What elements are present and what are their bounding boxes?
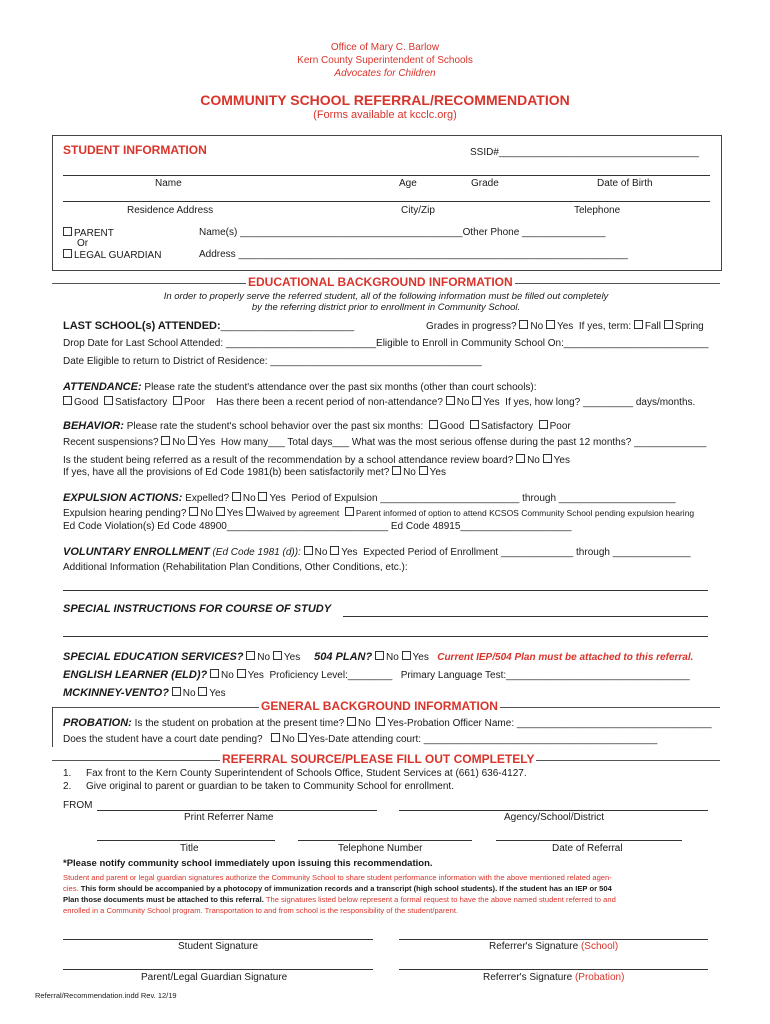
parent-informed-checkbox[interactable] — [345, 507, 354, 516]
mckinney-label: MCKINNEY-VENTO? — [63, 687, 169, 699]
general-heading: GENERAL BACKGROUND INFORMATION — [261, 699, 498, 713]
address-line[interactable] — [63, 201, 710, 202]
guardian-checkbox[interactable] — [63, 249, 72, 258]
prov-no-checkbox[interactable] — [392, 466, 401, 475]
eld-label: ENGLISH LEARNER (ELD)? — [63, 669, 208, 681]
prob-yes-checkbox[interactable] — [376, 717, 385, 726]
fine-print-3: Plan those documents must be attached to this referral. The signatures listed below represent a formal request to have the above named student referred to and — [63, 895, 616, 904]
step-2-text: Give original to parent or guardian to be taken to Community School for enrollment. — [86, 781, 454, 792]
voluntary-label: VOLUNTARY ENROLLMENT — [63, 546, 210, 558]
title-label: Title — [180, 843, 199, 854]
how-long-field[interactable]: If yes, how long? _________ days/months. — [505, 397, 696, 408]
grades-progress-row: Grades in progress? No Yes If yes, term: Fall Spring — [426, 321, 704, 332]
or-label: Or — [77, 238, 89, 249]
student-signature-label: Student Signature — [178, 941, 259, 952]
office-name: Office of Mary C. Barlow — [330, 42, 440, 53]
spring-checkbox[interactable] — [664, 320, 673, 329]
beh-satisfactory-checkbox[interactable] — [470, 420, 479, 429]
attendance-label: ATTENDANCE: — [63, 381, 142, 393]
proficiency-field[interactable]: Proficiency Level:________ — [269, 670, 393, 681]
telephone-number-line[interactable] — [298, 840, 472, 841]
eld-row: ENGLISH LEARNER (ELD)? No Yes Proficiency Level:________ Primary Language Test:_________________________________ — [63, 669, 690, 681]
general-left-border — [52, 707, 53, 747]
sped-yes-checkbox[interactable] — [273, 651, 282, 660]
special-ed-label: SPECIAL EDUCATION SERVICES? — [63, 651, 244, 663]
referrer-school-signature-label: Referrer's Signature (School) — [489, 941, 619, 952]
behavior-row: BEHAVIOR: Please rate the student's school behavior over the past six months: Good Satisfactory Poor — [63, 420, 571, 432]
sarb-row: Is the student being referred as a result of the recommendation by a school attendance review board? No Yes — [63, 455, 570, 466]
edu-intro-2: by the referring district prior to enrollment in Community School. — [251, 302, 521, 313]
waived-checkbox[interactable] — [246, 507, 255, 516]
special-instructions-line[interactable] — [343, 616, 708, 617]
beh-poor-checkbox[interactable] — [539, 420, 548, 429]
ssid-field[interactable]: SSID#____________________________________ — [470, 147, 700, 158]
special-instructions-line-2[interactable] — [63, 636, 708, 637]
ed-code-violation-field[interactable]: Ed Code Violation(s) Ed Code 48900_____________________________ Ed Code 48915____________________ — [63, 521, 572, 532]
age-label: Age — [399, 178, 417, 189]
primary-language-field[interactable]: Primary Language Test:_________________________________ — [400, 670, 690, 681]
agency-line[interactable] — [399, 810, 708, 811]
sarb-yes-checkbox[interactable] — [543, 454, 552, 463]
expulsion-period-field[interactable]: Period of Expulsion _________________________ through _____________________ — [291, 493, 676, 504]
iep-note: Current IEP/504 Plan must be attached to this referral. — [437, 652, 694, 663]
expelled-no-checkbox[interactable] — [232, 492, 241, 501]
referrer-name-line[interactable] — [97, 810, 377, 811]
nonattend-yes-checkbox[interactable] — [472, 396, 481, 405]
student-signature-line[interactable] — [63, 939, 373, 940]
referral-heading: REFERRAL SOURCE/PLEASE FILL OUT COMPLETELY — [222, 752, 535, 766]
edu-heading: EDUCATIONAL BACKGROUND INFORMATION — [248, 275, 513, 289]
susp-yes-checkbox[interactable] — [188, 436, 197, 445]
parent-checkbox[interactable] — [63, 227, 72, 236]
special-instructions-label: SPECIAL INSTRUCTIONS FOR COURSE OF STUDY — [63, 603, 332, 615]
mckinney-row: MCKINNEY-VENTO? No Yes — [63, 687, 226, 699]
probation-label: PROBATION: — [63, 717, 132, 729]
from-label: FROM — [63, 800, 93, 811]
court-date-field[interactable]: Yes-Date attending court: __________________________________________ — [308, 734, 658, 745]
telephone-number-label: Telephone Number — [338, 843, 423, 854]
nonattend-no-checkbox[interactable] — [446, 396, 455, 405]
telephone-label: Telephone — [574, 205, 621, 216]
offense-field[interactable]: How many___ Total days___ What was the most serious offense during the past 12 months? _____________ — [220, 437, 707, 448]
vol-yes-checkbox[interactable] — [330, 546, 339, 555]
prob-no-checkbox[interactable] — [347, 717, 356, 726]
beh-good-checkbox[interactable] — [429, 420, 438, 429]
voluntary-row: VOLUNTARY ENROLLMENT (Ed Code 1981 (d)): No Yes Expected Period of Enrollment _____________ through ______________ — [63, 546, 691, 558]
fine-print-2: cies. This form should be accompanied by a photocopy of immunization records and a transcript (high school students). If the student has an IEP or 504 — [63, 884, 612, 893]
parent-signature-line[interactable] — [63, 969, 373, 970]
behavior-label: BEHAVIOR: — [63, 420, 124, 432]
fine-print-1: Student and parent or legal guardian signatures authorize the Community School to share student performance information with the above mentioned related agen- — [63, 873, 612, 882]
student-info-heading: STUDENT INFORMATION — [63, 143, 207, 157]
plan504-no-checkbox[interactable] — [375, 651, 384, 660]
provisions-row: If yes, have all the provisions of Ed Code 1981(b) been satisfactorily met? No Yes — [63, 467, 446, 478]
att-poor-checkbox[interactable] — [173, 396, 182, 405]
print-referrer-label: Print Referrer Name — [184, 812, 274, 823]
att-satisfactory-checkbox[interactable] — [104, 396, 113, 405]
step-2-number: 2. — [63, 781, 72, 792]
last-school-label: LAST SCHOOL(s) ATTENDED: — [63, 320, 221, 332]
mck-no-checkbox[interactable] — [172, 687, 181, 696]
susp-no-checkbox[interactable] — [161, 436, 170, 445]
grade-label: Grade — [471, 178, 499, 189]
date-eligible-field[interactable]: Date Eligible to return to District of Residence: ______________________________________ — [63, 356, 482, 367]
last-school-field[interactable]: ________________________ — [220, 321, 355, 332]
parent-address-field[interactable]: Address ______________________________________________________________________ — [199, 249, 628, 260]
grades-yes-checkbox[interactable] — [546, 320, 555, 329]
probation-row: PROBATION: Is the student on probation at the present time? No Yes-Probation Officer Name: ___________________________________ — [63, 717, 712, 729]
eld-yes-checkbox[interactable] — [237, 669, 246, 678]
att-good-checkbox[interactable] — [63, 396, 72, 405]
referrer-school-signature-line[interactable] — [399, 939, 708, 940]
special-ed-row: SPECIAL EDUCATION SERVICES? No Yes 504 PLAN? No Yes Current IEP/504 Plan must be attached to this referral. — [63, 651, 694, 663]
grades-progress-label: Grades in progress? — [426, 321, 517, 332]
drop-date-field[interactable]: Drop Date for Last School Attended: ___________________________Eligible to Enroll in Community School On:__________________________ — [63, 338, 709, 349]
referrer-probation-signature-line[interactable] — [399, 969, 708, 970]
expected-period-field[interactable]: Expected Period of Enrollment _____________ through ______________ — [363, 547, 691, 558]
step-1-text: Fax front to the Kern County Superintendent of Schools Office, Student Services at (661) 636-4127. — [86, 768, 527, 779]
plan504-label: 504 PLAN? — [314, 651, 373, 663]
parent-option[interactable]: PARENT — [63, 227, 114, 239]
step-1-number: 1. — [63, 768, 72, 779]
footer-file: Referral/Recommendation.indd Rev. 12/19 — [35, 991, 177, 1000]
date-referral-line[interactable] — [496, 840, 682, 841]
cityzip-label: City/Zip — [401, 205, 435, 216]
form-title: COMMUNITY SCHOOL REFERRAL/RECOMMENDATION — [200, 92, 570, 108]
fine-print-4: enrolled in a Community School program. Transportation to and from school is the responsibility of the student/parent. — [63, 906, 459, 915]
expulsion-row: EXPULSION ACTIONS: Expelled? No Yes Period of Expulsion _________________________ through _____________________ — [63, 492, 676, 504]
fall-checkbox[interactable] — [634, 320, 643, 329]
sped-no-checkbox[interactable] — [246, 651, 255, 660]
court-row: Does the student have a court date pending? No Yes-Date attending court: __________________________________________ — [63, 734, 658, 745]
dob-label: Date of Birth — [597, 178, 653, 189]
prov-yes-checkbox[interactable] — [419, 466, 428, 475]
suspensions-row: Recent suspensions? No Yes How many___ Total days___ What was the most serious offense during the past 12 months? _____________ — [63, 437, 707, 448]
plan504-yes-checkbox[interactable] — [402, 651, 411, 660]
additional-info-line[interactable] — [63, 590, 708, 591]
residence-label: Residence Address — [127, 205, 214, 216]
parent-names-field[interactable]: Name(s) ________________________________________Other Phone _______________ — [199, 227, 606, 238]
expelled-yes-checkbox[interactable] — [258, 492, 267, 501]
exp-hearing-row: Expulsion hearing pending? No Yes Waived by agreement Parent informed of option to attend KCSOS Community School pending expulsion hearing — [63, 508, 695, 519]
attendance-options: Good Satisfactory Poor Has there been a recent period of non-attendance? No Yes If yes, how long? _________ days/months. — [63, 396, 695, 408]
title-line[interactable] — [97, 840, 275, 841]
vol-no-checkbox[interactable] — [304, 546, 313, 555]
name-line[interactable] — [63, 175, 710, 176]
name-label: Name — [155, 178, 182, 189]
date-referral-label: Date of Referral — [552, 843, 623, 854]
court-no-checkbox[interactable] — [271, 733, 280, 742]
referrer-probation-signature-label: Referrer's Signature (Probation) — [483, 972, 625, 983]
guardian-option[interactable]: LEGAL GUARDIAN — [63, 249, 161, 261]
sarb-no-checkbox[interactable] — [516, 454, 525, 463]
hearing-yes-checkbox[interactable] — [216, 507, 225, 516]
parent-signature-label: Parent/Legal Guardian Signature — [141, 972, 288, 983]
motto: Advocates for Children — [334, 68, 436, 79]
county-name: Kern County Superintendent of Schools — [297, 55, 473, 66]
forms-note: (Forms available at kcclc.org) — [313, 109, 457, 121]
grades-no-checkbox[interactable] — [519, 320, 528, 329]
eld-no-checkbox[interactable] — [210, 669, 219, 678]
attendance-row: ATTENDANCE: Please rate the student's attendance over the past six months (other than court schools): — [63, 381, 537, 393]
expulsion-label: EXPULSION ACTIONS: — [63, 492, 183, 504]
hearing-no-checkbox[interactable] — [189, 507, 198, 516]
last-school-row — [63, 320, 354, 332]
edu-intro-1: In order to properly serve the referred student, all of the following information must be filled out completely — [163, 291, 609, 302]
notify-note: *Please notify community school immediately upon issuing this recommendation. — [63, 858, 433, 869]
probation-officer-field[interactable]: Yes-Probation Officer Name: ___________________________________ — [387, 718, 712, 729]
mck-yes-checkbox[interactable] — [198, 687, 207, 696]
court-yes-checkbox[interactable] — [298, 733, 307, 742]
additional-info-label: Additional Information (Rehabilitation Plan Conditions, Other Conditions, etc.): — [63, 562, 408, 573]
agency-label: Agency/School/District — [504, 812, 605, 823]
